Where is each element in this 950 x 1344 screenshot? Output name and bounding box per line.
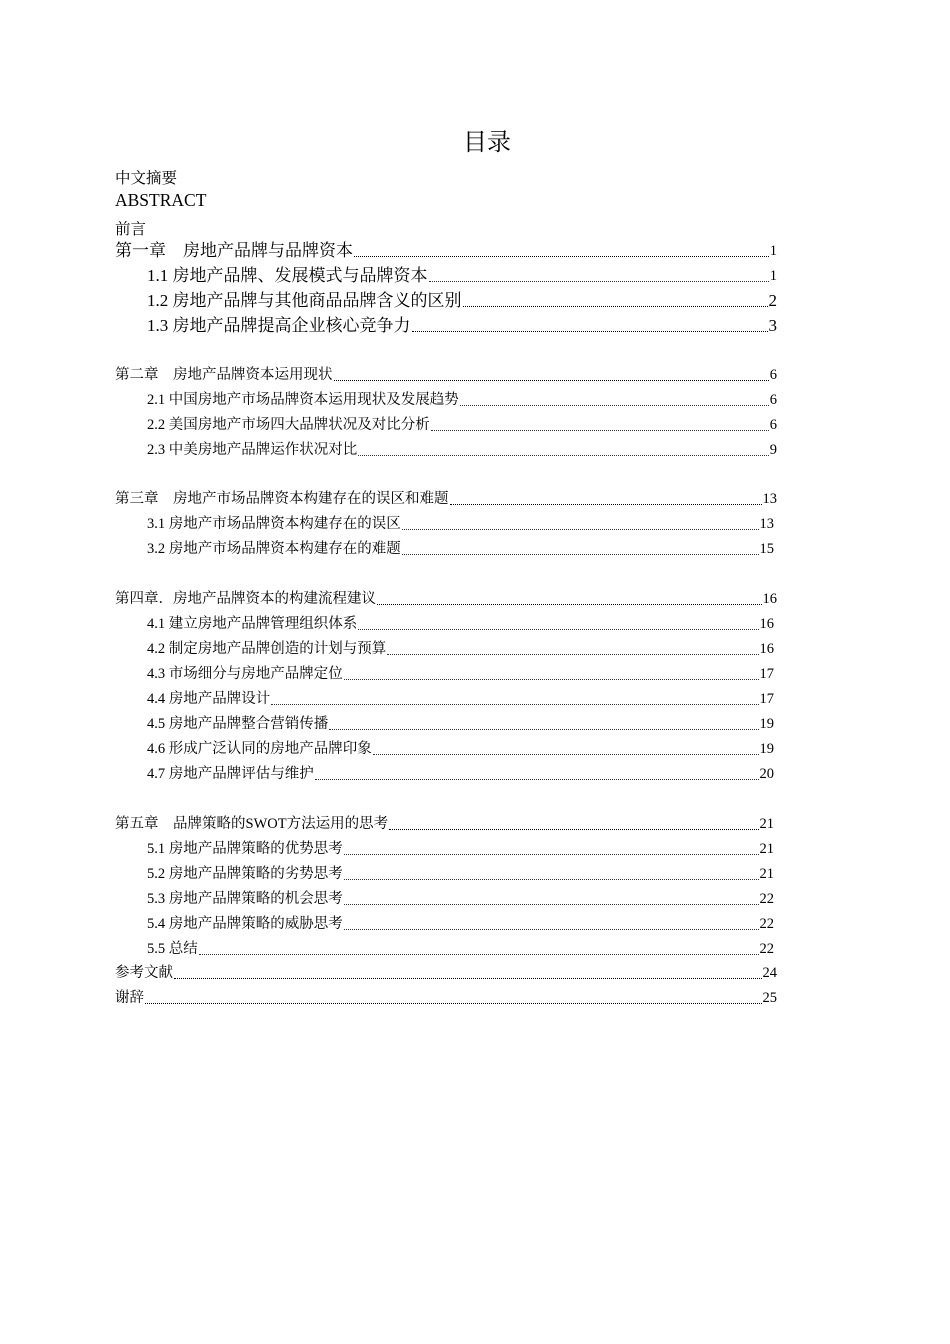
toc-page-number: 16: [762, 591, 777, 607]
toc-page-number: 13: [759, 516, 774, 532]
toc-leader: [344, 888, 759, 910]
toc-page-number: 25: [762, 990, 777, 1006]
toc-leader: [315, 763, 759, 785]
toc-abstract-en: ABSTRACT: [115, 190, 207, 210]
toc-chapter-2: [115, 364, 777, 386]
toc-leader: [358, 439, 769, 461]
toc-page-number: 6: [769, 417, 777, 433]
toc-leader: [373, 738, 759, 760]
toc-leader: [402, 513, 759, 535]
toc-section-5-2: [147, 863, 774, 885]
toc-page-number: 19: [759, 741, 774, 757]
toc-page-number: 22: [759, 891, 774, 907]
toc-leader: [344, 838, 759, 860]
toc-page-number: 6: [769, 392, 777, 408]
toc-page-number: 22: [759, 941, 774, 957]
toc-section-2-1: [147, 389, 777, 411]
toc-page-number: 16: [759, 616, 774, 632]
toc-section-2-2: [147, 414, 777, 436]
toc-entry-title: 4.5 房地产品牌整合营销传播: [147, 716, 329, 732]
toc-acknowledgements: [115, 987, 777, 1009]
toc-leader: [450, 488, 762, 510]
toc-page-number: 1: [769, 243, 777, 259]
toc-abstract-cn: 中文摘要: [115, 170, 178, 187]
toc-section-3-2: [147, 538, 774, 560]
toc-section-4-4: [147, 688, 774, 710]
toc-leader: [389, 813, 758, 835]
toc-section-4-6: [147, 738, 774, 760]
toc-page-number: 20: [759, 766, 774, 782]
toc-page-number: 9: [769, 442, 777, 458]
toc-entry-title: 5.2 房地产品牌策略的劣势思考: [147, 866, 343, 882]
toc-entry-title: 第四章．房地产品牌资本的构建流程建议: [115, 591, 376, 607]
toc-leader: [463, 290, 768, 312]
toc-section-4-2: [147, 638, 774, 660]
toc-page-number: 13: [762, 491, 777, 507]
toc-entry-title: 2.3 中美房地产品牌运作状况对比: [147, 442, 358, 458]
toc-entry-title: 3.2 房地产市场品牌资本构建存在的难题: [147, 541, 401, 557]
toc-entry-title: 5.1 房地产品牌策略的优势思考: [147, 841, 343, 857]
toc-leader: [174, 962, 762, 984]
toc-page-number: 2: [768, 291, 777, 310]
toc-page-number: 17: [759, 666, 774, 682]
toc-page-number: 6: [769, 367, 777, 383]
toc-section-5-4: [147, 913, 774, 935]
toc-entry-title: 参考文献: [115, 965, 173, 981]
toc-leader: [402, 538, 759, 560]
toc-chapter-1: [115, 240, 777, 262]
toc-leader: [460, 389, 769, 411]
toc-section-4-5: [147, 713, 774, 735]
toc-entry-title: 1.1 房地产品牌、发展模式与品牌资本: [147, 266, 428, 285]
toc-leader: [344, 863, 759, 885]
toc-page-number: 1: [769, 268, 777, 284]
toc-section-4-3: [147, 663, 774, 685]
toc-entry-title: 第二章 房地产品牌资本运用现状: [115, 367, 333, 383]
toc-references: [115, 962, 777, 984]
toc-leader: [377, 588, 762, 610]
toc-page-number: 22: [759, 916, 774, 932]
toc-entry-title: 1.2 房地产品牌与其他商品品牌含义的区别: [147, 291, 462, 310]
toc-section-5-5: [147, 938, 774, 960]
toc-entry-title: 5.5 总结: [147, 941, 198, 957]
toc-entry-title: 4.4 房地产品牌设计: [147, 691, 271, 707]
toc-page-number: 16: [759, 641, 774, 657]
toc-preface: 前言: [115, 221, 147, 238]
toc-section-3-1: [147, 513, 774, 535]
toc-leader: [358, 613, 758, 635]
toc-chapter-4: [115, 588, 777, 610]
toc-leader: [334, 364, 769, 386]
toc-section-2-3: [147, 439, 777, 461]
toc-entry-title: 谢辞: [115, 990, 144, 1006]
toc-entry-title: 2.1 中国房地产市场品牌资本运用现状及发展趋势: [147, 392, 459, 408]
toc-entry-title: 第三章 房地产市场品牌资本构建存在的误区和难题: [115, 491, 449, 507]
toc-entry-title: 4.1 建立房地产品牌管理组织体系: [147, 616, 358, 632]
toc-leader: [387, 638, 758, 660]
toc-section-1-2: [147, 290, 777, 312]
toc-leader: [329, 713, 758, 735]
toc-section-4-1: [147, 613, 774, 635]
toc-leader: [354, 240, 769, 262]
toc-section-1-3: [147, 315, 777, 337]
toc-entry-title: 1.3 房地产品牌提高企业核心竞争力: [147, 316, 411, 335]
toc-leader: [344, 913, 759, 935]
toc-entry-title: 3.1 房地产市场品牌资本构建存在的误区: [147, 516, 401, 532]
toc-leader: [431, 414, 769, 436]
toc-page-number: 21: [759, 866, 774, 882]
toc-entry-title: 4.6 形成广泛认同的房地产品牌印象: [147, 741, 372, 757]
toc-chapter-5: [115, 813, 774, 835]
page-title: 目录: [463, 128, 511, 156]
toc-page-number: 17: [759, 691, 774, 707]
toc-leader: [145, 987, 762, 1009]
toc-section-5-1: [147, 838, 774, 860]
toc-page-number: 19: [759, 716, 774, 732]
toc-section-1-1: [147, 265, 777, 287]
toc-page-number: 21: [759, 816, 774, 832]
toc-leader: [344, 663, 759, 685]
toc-leader: [199, 938, 759, 960]
toc-leader: [412, 315, 768, 337]
toc-leader: [271, 688, 758, 710]
toc-page-number: 24: [762, 965, 777, 981]
toc-entry-title: 2.2 美国房地产市场四大品牌状况及对比分析: [147, 417, 430, 433]
toc-page-number: 3: [768, 316, 777, 335]
toc-entry-title: 4.3 市场细分与房地产品牌定位: [147, 666, 343, 682]
toc-section-5-3: [147, 888, 774, 910]
toc-entry-title: 第五章 品牌策略的SWOT方法运用的思考: [115, 816, 389, 832]
toc-entry-title: 5.4 房地产品牌策略的威胁思考: [147, 916, 343, 932]
toc-leader: [429, 265, 769, 287]
toc-page-number: 15: [759, 541, 774, 557]
toc-entry-title: 4.2 制定房地产品牌创造的计划与预算: [147, 641, 387, 657]
toc-entry-title: 4.7 房地产品牌评估与维护: [147, 766, 314, 782]
toc-page-number: 21: [759, 841, 774, 857]
toc-entry-title: 5.3 房地产品牌策略的机会思考: [147, 891, 343, 907]
toc-entry-title: 第一章 房地产品牌与品牌资本: [115, 241, 353, 260]
toc-chapter-3: [115, 488, 777, 510]
toc-section-4-7: [147, 763, 774, 785]
